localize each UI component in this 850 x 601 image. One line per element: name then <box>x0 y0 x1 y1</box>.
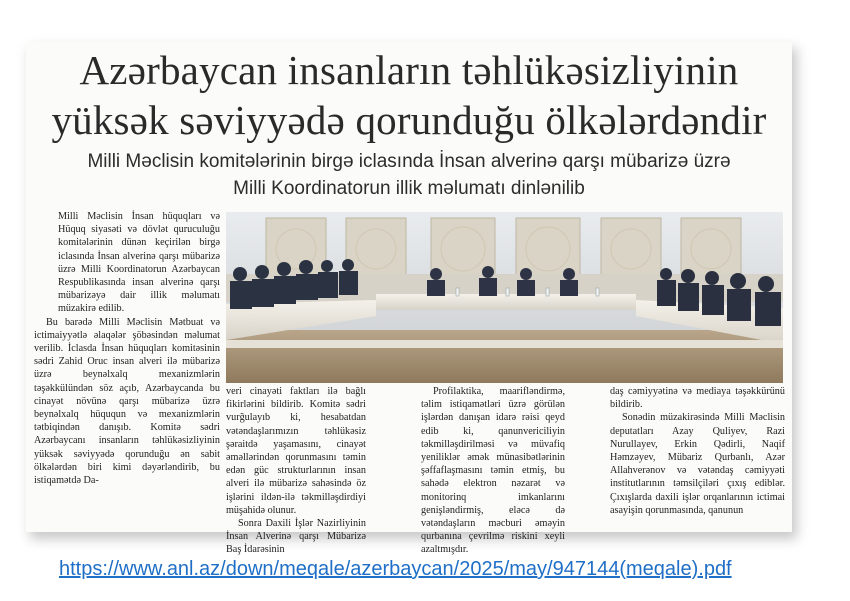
body-paragraph: Sonədin müzakirəsində Milli Məclisin deputatları Azay Quliyev, Razi Nurullayev, Erkin Qədirli, Naqif Həmzəyev, Mübariz Qurbanlı, Azər Allahverənov və vətəndaş cəmiyyəti institutlarının təmsilçiləri çıxış ediblər. Çıxışlarda daxili işlər orqanlarının ictimai asayişin qorunmasında, qanunun <box>610 412 785 516</box>
meeting-photo <box>226 212 783 383</box>
body-paragraph: veri cinayəti faktları ilə bağlı fikirlərini bildirib. Komitə sədri vurğulayıb ki, hesabatdan vətəndaşlarımızın təhlükəsiz şəraitdə yaşamasını, cinayət əməllərindən qorunmasını təmin edən güc strukturlarının insan alveri ilə mübarizə sahəsində öz işlərini ildən-ilə təkmilləşdirdiyi müşahidə olunur. <box>226 386 366 516</box>
article-column-2 <box>226 385 366 556</box>
subheadline-line-2: Milli Koordinatorun illik məlumatı dinlənilib <box>233 178 585 199</box>
meeting-hall-photo <box>226 212 783 383</box>
article-column-1 <box>34 210 220 532</box>
newspaper-clipping <box>26 42 792 556</box>
body-paragraph: Bu barədə Milli Məclisin Mətbuat və ictimaiyyətlə əlaqələr şöbəsindən məlumat verilib. İclasda İnsan hüquqları komitəsinin sədri Zahid Oruc insan alveri ilə mübarizə üzrə beynəlxalq mexanizmlərin təşəkkülündən söz açıb, Azərbaycanda bu cinayət növünə qarşı mübarizə üzrə beynəlxalq hüququn və mexanizmlərin tətbiqindən danışıb. Komitə sədri Azərbaycanı insanların təhlükəsizliyinin yüksək səviyyədə qorunduğu ən sabit ölkələrdən biri kimi dəyərləndirib, bu istiqamətdə Da- <box>34 316 220 487</box>
subheadline-line-1: Milli Məclisin komitələrinin birgə iclasında İnsan alverinə qarşı mübarizə üzrə <box>87 151 731 172</box>
body-paragraph: Profilaktika, maarifləndirmə, təlim istiqamətləri üzrə görülən işlərdən danışan idarə rəisi qeyd edib ki, qanunvericiliyin təkmilləşdirilməsi və müvafiq yeniliklər əmək münasibətlərinin şəffaflaşmasını təmin etmiş, bu sahədə elektron nəzarət və monitorinq imkanlarını genişləndirmiş, eləcə də vətəndaşların məcburi əməyin qurbanına çevrilmə riskini xeyli azaltmışdır. <box>421 386 565 556</box>
lead-paragraph: Milli Məclisin İnsan hüquqları və Hüquq siyasəti və dövlət quruculuğu komitələrinin dünən keçirilən birgə iclasında İnsan alverinə qarşı mübarizə üzrə Milli Koordinatorun Azərbaycan Respublikasında insan alverinə qarşı mübarizəyə dair illik məlumatı müzakirə edilib. <box>58 211 220 315</box>
article-column-3 <box>421 385 565 556</box>
headline-line-1: Azərbaycan insanların təhlükəsizliyinin <box>79 47 739 93</box>
article-column-4 <box>610 385 785 532</box>
headline-line-2: yüksək səviyyədə qorunduğu ölkələrdəndir <box>51 97 767 143</box>
body-paragraph: Sonra Daxili İşlər Nazirliyinin İnsan Alverinə qarşı Mübarizə Baş İdarəsinin <box>226 518 366 556</box>
body-paragraph: daş cəmiyyətinə və mediaya təşəkkürünü bildirib. <box>610 386 785 411</box>
source-link[interactable]: https://www.anl.az/down/meqale/azerbaycan/2025/may/947144(meqale).pdf <box>59 558 732 580</box>
